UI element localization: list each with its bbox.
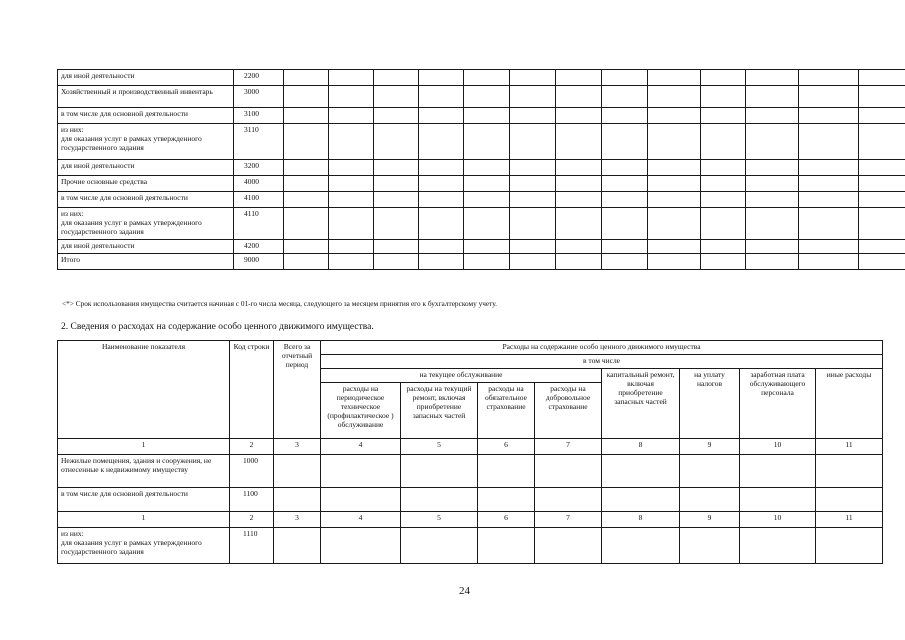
header-current-maintenance: на текущее обслуживание bbox=[321, 369, 602, 383]
col-num-5: 5 bbox=[401, 439, 478, 455]
empty-cell bbox=[556, 176, 602, 192]
col-num-3: 3 bbox=[274, 512, 321, 528]
empty-cell bbox=[701, 254, 746, 270]
empty-cell bbox=[746, 86, 799, 108]
empty-cell bbox=[329, 240, 374, 254]
empty-cell bbox=[602, 86, 648, 108]
empty-cell bbox=[602, 254, 648, 270]
empty-cell bbox=[510, 192, 556, 208]
empty-cell bbox=[648, 124, 701, 160]
empty-cell bbox=[799, 192, 859, 208]
header-mandatory-insurance: расходы на обязательное страхование bbox=[478, 383, 535, 439]
empty-cell bbox=[602, 108, 648, 124]
empty-cell bbox=[648, 86, 701, 108]
empty-cell bbox=[859, 208, 905, 240]
empty-cell bbox=[374, 208, 419, 240]
empty-cell bbox=[602, 160, 648, 176]
fixed-assets-table bbox=[57, 69, 905, 270]
empty-cell bbox=[374, 176, 419, 192]
empty-cell bbox=[329, 108, 374, 124]
empty-cell bbox=[374, 86, 419, 108]
col-num-7: 7 bbox=[535, 512, 602, 528]
header-voluntary-insurance: расходы на добровольное страхование bbox=[535, 383, 602, 439]
footnote: <*> Срок использования имущества считается начиная с 01-го числа месяца, следующего за месяцем принятия его к бухгалтерскому учету. bbox=[62, 299, 497, 308]
expenses-table bbox=[57, 340, 883, 564]
empty-cell bbox=[859, 160, 905, 176]
empty-cell bbox=[419, 108, 464, 124]
empty-cell bbox=[510, 160, 556, 176]
col-num-11: 11 bbox=[816, 512, 883, 528]
row-name: для иной деятельности bbox=[58, 240, 234, 254]
empty-cell bbox=[556, 70, 602, 86]
row-code: 1000 bbox=[230, 455, 274, 488]
empty-cell bbox=[859, 254, 905, 270]
empty-cell bbox=[284, 240, 329, 254]
empty-cell bbox=[799, 124, 859, 160]
header-salary: заработная плата обслуживающего персонала bbox=[740, 369, 816, 439]
col-num-7: 7 bbox=[535, 439, 602, 455]
table-row bbox=[58, 528, 883, 564]
empty-cell bbox=[799, 160, 859, 176]
row-code: 3000 bbox=[234, 86, 284, 108]
empty-cell bbox=[799, 108, 859, 124]
header-capital-repair: капитальный ремонт, включая приобретение запасных частей bbox=[602, 369, 680, 439]
empty-cell bbox=[799, 254, 859, 270]
empty-cell bbox=[701, 208, 746, 240]
empty-cell bbox=[701, 108, 746, 124]
empty-cell bbox=[510, 70, 556, 86]
col-num-1: 1 bbox=[58, 512, 230, 528]
empty-cell bbox=[419, 124, 464, 160]
table-row bbox=[58, 86, 905, 108]
empty-cell bbox=[701, 176, 746, 192]
empty-cell bbox=[374, 108, 419, 124]
table-row bbox=[58, 455, 883, 488]
empty-cell bbox=[419, 70, 464, 86]
col-num-9: 9 bbox=[680, 439, 740, 455]
col-num-10: 10 bbox=[740, 439, 816, 455]
empty-cell bbox=[746, 70, 799, 86]
row-name: из них: для оказания услуг в рамках утвержденного государственного задания bbox=[58, 124, 234, 160]
empty-cell bbox=[602, 124, 648, 160]
row-code: 4110 bbox=[234, 208, 284, 240]
column-numbers-row bbox=[58, 512, 883, 528]
empty-cell bbox=[799, 86, 859, 108]
empty-cell bbox=[284, 108, 329, 124]
empty-cell bbox=[556, 254, 602, 270]
col-num-4: 4 bbox=[321, 439, 401, 455]
empty-cell bbox=[329, 208, 374, 240]
empty-cell bbox=[464, 176, 510, 192]
header-name: Наименование показателя bbox=[58, 341, 230, 439]
empty-cell bbox=[746, 192, 799, 208]
empty-cell bbox=[701, 86, 746, 108]
empty-cell bbox=[329, 192, 374, 208]
header-other: иные расходы bbox=[816, 369, 883, 439]
row-name: из них: для оказания услуг в рамках утвержденного государственного задания bbox=[58, 208, 234, 240]
empty-cell bbox=[419, 240, 464, 254]
col-num-9: 9 bbox=[680, 512, 740, 528]
empty-cell bbox=[799, 176, 859, 192]
col-num-3: 3 bbox=[274, 439, 321, 455]
row-name: в том числе для основной деятельности bbox=[58, 192, 234, 208]
section-heading: 2. Сведения о расходах на содержание особо ценного движимого имущества. bbox=[61, 322, 374, 332]
empty-cell bbox=[374, 192, 419, 208]
empty-cell bbox=[602, 192, 648, 208]
empty-cell bbox=[419, 176, 464, 192]
empty-cell bbox=[859, 86, 905, 108]
table-row bbox=[58, 108, 905, 124]
col-num-4: 4 bbox=[321, 512, 401, 528]
row-name: для иной деятельности bbox=[58, 70, 234, 86]
col-num-5: 5 bbox=[401, 512, 478, 528]
empty-cell bbox=[284, 160, 329, 176]
col-num-6: 6 bbox=[478, 439, 535, 455]
table-row bbox=[58, 160, 905, 176]
empty-cell bbox=[464, 108, 510, 124]
empty-cell bbox=[464, 70, 510, 86]
empty-cell bbox=[859, 70, 905, 86]
empty-cell bbox=[701, 70, 746, 86]
row-code: 4200 bbox=[234, 240, 284, 254]
empty-cell bbox=[284, 70, 329, 86]
table-row bbox=[58, 208, 905, 240]
empty-cell bbox=[464, 240, 510, 254]
header-including: в том числе bbox=[321, 355, 883, 369]
empty-cell bbox=[701, 160, 746, 176]
empty-cell bbox=[799, 70, 859, 86]
row-code: 1110 bbox=[230, 528, 274, 564]
empty-cell bbox=[746, 208, 799, 240]
empty-cell bbox=[556, 192, 602, 208]
empty-cell bbox=[556, 124, 602, 160]
col-num-2: 2 bbox=[230, 512, 274, 528]
header-code: Код строки bbox=[230, 341, 274, 439]
empty-cell bbox=[859, 176, 905, 192]
empty-cell bbox=[374, 70, 419, 86]
empty-cell bbox=[464, 254, 510, 270]
empty-cell bbox=[648, 192, 701, 208]
empty-cell bbox=[419, 208, 464, 240]
empty-cell bbox=[419, 192, 464, 208]
empty-cell bbox=[556, 108, 602, 124]
header-total: Всего за отчетный период bbox=[274, 341, 321, 439]
empty-cell bbox=[464, 160, 510, 176]
col-num-6: 6 bbox=[478, 512, 535, 528]
row-name: Нежилые помещения, здания и сооружения, не отнесенные к недвижимому имуществу bbox=[58, 455, 230, 488]
empty-cell bbox=[602, 240, 648, 254]
empty-cell bbox=[510, 124, 556, 160]
empty-cell bbox=[510, 208, 556, 240]
empty-cell bbox=[284, 176, 329, 192]
empty-cell bbox=[746, 108, 799, 124]
empty-cell bbox=[419, 86, 464, 108]
empty-cell bbox=[284, 124, 329, 160]
empty-cell bbox=[556, 208, 602, 240]
empty-cell bbox=[419, 160, 464, 176]
header-taxes: на уплату налогов bbox=[680, 369, 740, 439]
empty-cell bbox=[859, 192, 905, 208]
empty-cell bbox=[464, 208, 510, 240]
empty-cell bbox=[648, 240, 701, 254]
empty-cell bbox=[374, 124, 419, 160]
table-row bbox=[58, 254, 905, 270]
row-code: 2200 bbox=[234, 70, 284, 86]
empty-cell bbox=[510, 254, 556, 270]
empty-cell bbox=[799, 208, 859, 240]
empty-cell bbox=[374, 160, 419, 176]
col-num-1: 1 bbox=[58, 439, 230, 455]
table-row bbox=[58, 124, 905, 160]
table-row bbox=[58, 192, 905, 208]
row-code: 3100 bbox=[234, 108, 284, 124]
empty-cell bbox=[510, 86, 556, 108]
col-num-8: 8 bbox=[602, 512, 680, 528]
col-num-10: 10 bbox=[740, 512, 816, 528]
header-repair: расходы на текущий ремонт, включая приобретение запасных частей bbox=[401, 383, 478, 439]
row-code: 4100 bbox=[234, 192, 284, 208]
empty-cell bbox=[859, 240, 905, 254]
empty-cell bbox=[329, 124, 374, 160]
empty-cell bbox=[510, 108, 556, 124]
empty-cell bbox=[329, 70, 374, 86]
empty-cell bbox=[510, 240, 556, 254]
empty-cell bbox=[648, 176, 701, 192]
empty-cell bbox=[329, 254, 374, 270]
row-name: Хозяйственный и производственный инвентарь bbox=[58, 86, 234, 108]
row-code: 4000 bbox=[234, 176, 284, 192]
empty-cell bbox=[602, 70, 648, 86]
empty-cell bbox=[284, 192, 329, 208]
empty-cell bbox=[746, 124, 799, 160]
empty-cell bbox=[556, 86, 602, 108]
empty-cell bbox=[746, 254, 799, 270]
empty-cell bbox=[284, 86, 329, 108]
empty-cell bbox=[648, 70, 701, 86]
table-row bbox=[58, 240, 905, 254]
row-name: в том числе для основной деятельности bbox=[58, 108, 234, 124]
empty-cell bbox=[648, 108, 701, 124]
row-name: Прочие основные средства bbox=[58, 176, 234, 192]
row-code: 3110 bbox=[234, 124, 284, 160]
row-name: для иной деятельности bbox=[58, 160, 234, 176]
table-row bbox=[58, 70, 905, 86]
empty-cell bbox=[329, 86, 374, 108]
table-row bbox=[58, 488, 883, 512]
empty-cell bbox=[556, 160, 602, 176]
empty-cell bbox=[284, 208, 329, 240]
page-number: 24 bbox=[459, 585, 470, 597]
header-expenses: Расходы на содержание особо ценного движимого имущества bbox=[321, 341, 883, 355]
empty-cell bbox=[464, 192, 510, 208]
col-num-2: 2 bbox=[230, 439, 274, 455]
empty-cell bbox=[329, 176, 374, 192]
empty-cell bbox=[464, 86, 510, 108]
empty-cell bbox=[648, 160, 701, 176]
row-code: 3200 bbox=[234, 160, 284, 176]
empty-cell bbox=[701, 124, 746, 160]
row-code: 1100 bbox=[230, 488, 274, 512]
empty-cell bbox=[510, 176, 556, 192]
empty-cell bbox=[859, 108, 905, 124]
empty-cell bbox=[701, 240, 746, 254]
empty-cell bbox=[602, 176, 648, 192]
empty-cell bbox=[374, 254, 419, 270]
empty-cell bbox=[746, 240, 799, 254]
empty-cell bbox=[701, 192, 746, 208]
table-row bbox=[58, 176, 905, 192]
empty-cell bbox=[556, 240, 602, 254]
empty-cell bbox=[464, 124, 510, 160]
empty-cell bbox=[602, 208, 648, 240]
col-num-8: 8 bbox=[602, 439, 680, 455]
row-name: из них: для оказания услуг в рамках утвержденного государственного задания bbox=[58, 528, 230, 564]
empty-cell bbox=[329, 160, 374, 176]
empty-cell bbox=[746, 176, 799, 192]
empty-cell bbox=[859, 124, 905, 160]
empty-cell bbox=[284, 254, 329, 270]
empty-cell bbox=[648, 254, 701, 270]
column-numbers-row bbox=[58, 439, 883, 455]
empty-cell bbox=[648, 208, 701, 240]
empty-cell bbox=[799, 240, 859, 254]
empty-cell bbox=[374, 240, 419, 254]
header-preventive: расходы на периодическое техническое (профилактическое ) обслуживание bbox=[321, 383, 401, 439]
col-num-11: 11 bbox=[816, 439, 883, 455]
row-name: в том числе для основной деятельности bbox=[58, 488, 230, 512]
row-name: Итого bbox=[58, 254, 234, 270]
row-code: 9000 bbox=[234, 254, 284, 270]
empty-cell bbox=[746, 160, 799, 176]
empty-cell bbox=[419, 254, 464, 270]
